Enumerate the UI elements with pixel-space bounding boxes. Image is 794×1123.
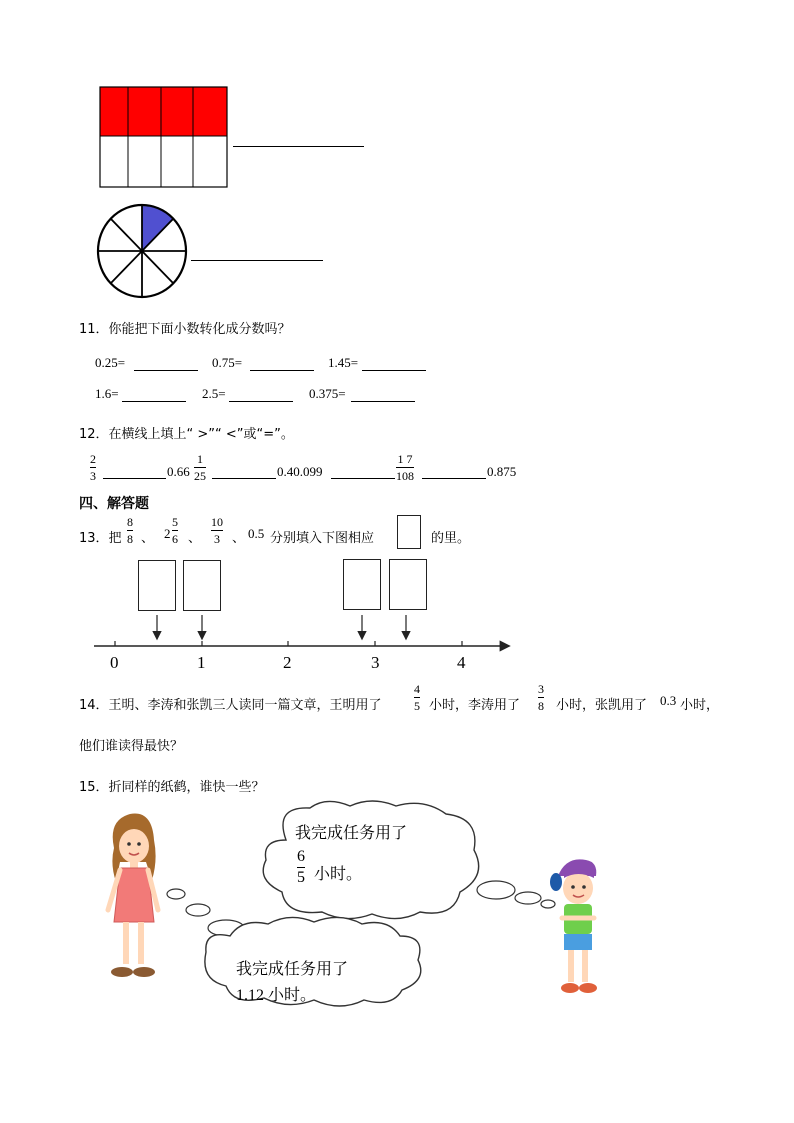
section-4-title: 四、解答题 [79, 496, 149, 512]
q12-value-2: 0.40.099 [277, 464, 323, 479]
q14-fraction-1 [414, 682, 420, 713]
number-line [90, 608, 520, 673]
number-line-answer-box-4[interactable] [389, 559, 427, 610]
q13-fraction-2-den: 6 [172, 532, 178, 546]
q13-fraction-1-num: 8 [127, 515, 133, 529]
q11-item-1: 0.25= [95, 355, 126, 370]
q14-fraction-1-num: 4 [414, 682, 420, 696]
q12-value-3: 0.875 [487, 464, 517, 479]
q13-pre: 13．把 [79, 531, 122, 546]
q11-blank-4[interactable] [122, 401, 186, 402]
q15-prompt: 15．折同样的纸鹤，谁快一些？ [79, 780, 265, 795]
grid-shaded-row [100, 87, 227, 136]
q13-mid: 分别填入下图相应 [270, 531, 375, 546]
q12-fraction-3-num: 1 7 [397, 452, 413, 466]
q11-item-3: 1.45= [328, 355, 359, 370]
axis-label-3: 3 [371, 653, 380, 672]
q14-decimal: 0.3 [660, 693, 677, 708]
q12-blank-1[interactable] [103, 478, 166, 479]
q12-fraction-2-den: 25 [194, 469, 206, 483]
q14-mid-1: 小时，李涛用了 [429, 698, 521, 713]
q11-blank-1[interactable] [134, 370, 198, 371]
circle-shaded-sector [142, 206, 174, 251]
bubble-1-fraction [297, 848, 305, 887]
q11-item-5: 2.5= [202, 386, 226, 401]
axis-label-0: 0 [110, 653, 119, 672]
q11-blank-6[interactable] [351, 401, 415, 402]
q11-blank-5[interactable] [229, 401, 293, 402]
bubble-1-fraction-den: 5 [297, 869, 305, 886]
girl-illustration [108, 814, 158, 977]
q13-inline-box [397, 515, 421, 549]
fraction-circle-figure [96, 202, 188, 300]
bubble-1-line-1: 我完成任务用了 [295, 823, 408, 842]
q14-pre: 14．王明、李涛和张凯三人读同一篇文章，王明用了 [79, 698, 382, 713]
bubble-1-fraction-num: 6 [297, 848, 305, 865]
q12-blank-3[interactable] [331, 478, 395, 479]
q11-item-4: 1.6= [95, 386, 119, 401]
q14-fraction-2 [538, 682, 544, 713]
bubble-2-line-2: 1.12 小时。 [236, 987, 317, 1004]
q11-prompt: 11．你能把下面小数转化成分数吗？ [79, 322, 291, 337]
q12-fraction-2-num: 1 [197, 452, 203, 466]
number-line-answer-box-3[interactable] [343, 559, 381, 610]
number-line-answer-box-1[interactable] [138, 560, 176, 611]
q13-fraction-1 [127, 515, 133, 546]
q12-blank-2[interactable] [212, 478, 276, 479]
q11-item-2: 0.75= [212, 355, 243, 370]
bubble-1-unit: 小时。 [314, 864, 363, 883]
q13-fraction-2-num: 5 [172, 515, 178, 529]
axis-label-1: 1 [197, 653, 206, 672]
axis-label-2: 2 [283, 653, 292, 672]
q14-fraction-2-num: 3 [538, 682, 544, 696]
q13-fraction-1-den: 8 [127, 532, 133, 546]
q12-blank-4[interactable] [422, 478, 486, 479]
q13-post: 的里。 [431, 531, 471, 546]
q14-fraction-2-den: 8 [538, 699, 544, 713]
number-line-answer-box-2[interactable] [183, 560, 221, 611]
q13-sep-2: 、 [188, 531, 202, 546]
q14-question: 他们谁读得最快？ [79, 739, 184, 754]
q12-fraction-1-num: 2 [90, 452, 96, 466]
q13-fraction-2 [172, 515, 178, 546]
q14-fraction-1-den: 5 [414, 699, 420, 713]
circle-answer-blank[interactable] [191, 260, 323, 261]
q13-fraction-3-den: 3 [214, 532, 220, 546]
q11-item-6: 0.375= [309, 386, 346, 401]
q14-mid-2: 小时，张凯用了 [556, 698, 648, 713]
q12-fraction-3-den: 108 [396, 469, 414, 483]
q11-blank-2[interactable] [250, 370, 314, 371]
fraction-grid-figure [99, 86, 229, 189]
q13-decimal: 0.5 [248, 526, 265, 541]
q13-fraction-3-num: 10 [211, 515, 223, 529]
q12-fraction-2 [194, 452, 206, 483]
q11-blank-3[interactable] [362, 370, 426, 371]
grid-answer-blank[interactable] [233, 146, 364, 147]
q12-fraction-1-den: 3 [90, 469, 96, 483]
q12-fraction-3 [396, 452, 414, 483]
boy-illustration [550, 859, 597, 993]
q13-sep-3: 、 [232, 531, 246, 546]
bubble-2-line-1: 我完成任务用了 [236, 959, 349, 978]
q13-fraction-3 [211, 515, 223, 546]
q12-value-1: 0.66 [167, 464, 190, 479]
q13-fraction-2-whole: 2 [164, 526, 171, 541]
q12-prompt: 12．在横线上填上“ >”“ <”或“=”。 [79, 427, 294, 442]
q13-sep-1: 、 [141, 531, 155, 546]
thought-bubble-1 [263, 801, 478, 919]
q12-fraction-1 [90, 452, 96, 483]
q14-post: 小时， [680, 698, 720, 713]
axis-label-4: 4 [457, 653, 466, 672]
